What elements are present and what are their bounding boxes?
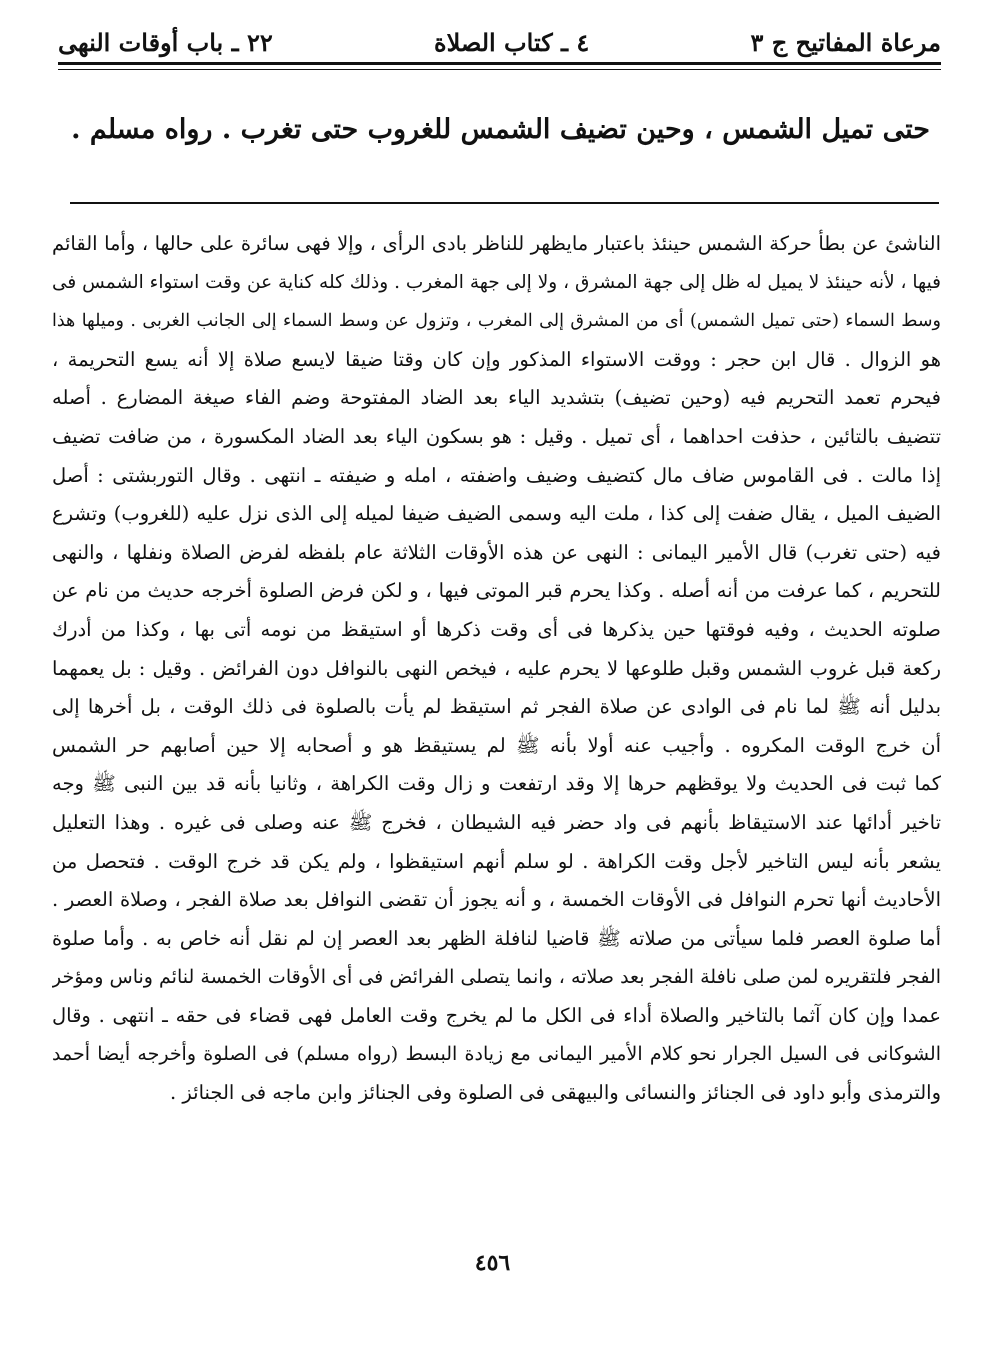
commentary-line: هو الزوال . قال ابن حجر : ووقت الاستواء المذكور وإن كان وقتا ضيقا لايسع صلاة إلا أنه يسع التحريمة ،	[52, 347, 941, 371]
header-rule-thick	[58, 62, 941, 65]
commentary-line: بدليل أنه ﷺ لما نام فى الوادى عن صلاة الفجر ثم استيقظ لم يأت بالصلوة فى ذلك الوقت ، بل أخرها إلى	[52, 695, 941, 719]
commentary-line: ركعة قبل غروب الشمس وقبل طلوعها لا يحرم عليه ، فيخص النهى بالنوافل دون الفرائض . وقيل : بل يعمهما	[52, 656, 941, 680]
header-section: ٢٢ ـ باب أوقات النهى	[58, 27, 273, 57]
commentary-line: فيحرم تعمد التحريم فيه (وحين تضيف) بتشديد الياء بعد الضاد المفتوحة وضم الفاء صيغة المضارع . أصله	[52, 386, 941, 410]
commentary-line: وسط السماء (حتى تميل الشمس) أى من المشرق إلى المغرب ، وتزول عن وسط السماء إلى الجانب الغربى . وميلها هذا	[52, 311, 941, 332]
commentary-body	[52, 225, 941, 1113]
commentary-line: الأحاديث أنها تحرم النوافل فى الأوقات الخمسة ، و أنه يجوز أن تقضى النوافل بعد صلاة الفجر ، وصلاة العصر .	[52, 888, 941, 912]
page-number: ٤٥٦	[474, 1250, 511, 1276]
running-header	[58, 22, 941, 62]
commentary-line: الضيف الميل ، يقال ضفت إلى كذا ، ملت اليه وسمى الضيف ضيفا لميله إلى الذى نزل عليه (للغروب) وتشرع	[52, 502, 941, 526]
commentary-line: الشوكانى فى السيل الجرار نحو كلام الأمير اليمانى مع زيادة البسط (رواه مسلم) فى الصلوة وأخرجه أيضا أحمد	[52, 1043, 941, 1066]
commentary-line: الفجر فلتقريره لمن صلى نافلة الفجر بعد صلاته ، وانما يتصلى الفرائض فى أى الأوقات الخمسة لنائم وناس ومؤخر	[52, 966, 941, 989]
commentary-line: فيه (حتى تغرب) قال الأمير اليمانى : النهى عن هذه الأوقات الثلاثة عام بلفظه لفرض الصلاة ونفلها ، والنهى	[52, 540, 941, 564]
commentary-line: صلوته الحديث ، وفيه فوقتها حين يذكرها فى أى وقت ذكرها أو استيقظ من نومه أتى بها ، وكذا من أدرك	[52, 617, 941, 641]
commentary-line: إذا مالت . فى القاموس ضاف مال كتضيف وضيف واضفته ، امله و ضيفته ـ انتهى . وقال التوربشتى : أصل	[52, 463, 941, 487]
section-divider	[70, 202, 939, 204]
header-rule-thin	[58, 69, 941, 70]
commentary-line: تتضيف بالتائين ، حذفت احداهما ، أى تميل . وقيل : هو بسكون الياء بعد الضاد المكسورة ، من ضافت تضيف	[52, 424, 941, 448]
commentary-line: أن خرج الوقت المكروه . وأجيب عنه أولا بأنه ﷺ لم يستيقظ هو و أصحابه إلا حين أصابهم حر الشمس	[52, 733, 941, 757]
commentary-line: تاخير أدائها عند الاستيقاظ بأنهم فى واد حضر فيه الشيطان ، فخرج ﷺ عنه وصلى فى غيره . وهذا التعليل	[52, 810, 941, 834]
header-book-title: مرعاة المفاتيح ج ٣	[750, 27, 941, 57]
commentary-line: فيها ، لأنه حينئذ لا يميل له ظل إلى جهة المشرق ، ولا إلى جهة المغرب . وذلك كله كناية عن وقت استواء الشمس فى	[52, 271, 941, 293]
header-chapter: ٤ ـ كتاب الصلاة	[434, 27, 590, 57]
commentary-line: والترمذى وأبو داود فى الجنائز والنسائى والبيهقى فى الصلوة وفى الجنائز وابن ماجه فى الجنائز .	[169, 1081, 941, 1105]
commentary-line: كما ثبت فى الحديث ولا يوقظهم حرها إلا وقد ارتفعت و زال وقت الكراهة ، وثانيا بأنه قد بين النبى ﷺ وجه	[52, 772, 941, 796]
commentary-line: عمدا وإن كان آثما بالتاخير والصلاة أداء فى الكل ما لم يخرج وقت العامل فهى قضاء فى حقه ـ انتهى . وقال	[52, 1003, 941, 1027]
commentary-line: يشعر بأنه ليس التاخير لأجل وقت الكراهة . لو سلم أنهم استيقظوا ، ولم يكن قد خرج الوقت . فتحصل من	[52, 849, 941, 873]
hadith-text: حتى تميل الشمس ، وحين تضيف الشمس للغروب حتى تغرب . رواه مسلم .	[71, 114, 930, 145]
commentary-line: للتحريم ، كما عرفت من أنه أصله . وكذا يحرم قبر الموتى فيها ، و لكن فرض الصلوة أخرجه حديث من نام عن	[52, 579, 941, 603]
commentary-line: أما صلوة العصر فلما سيأتى من صلاته ﷺ قاضيا لنافلة الظهر بعد العصر إن لم نقل أنه خاص به . وأما صلوة	[52, 926, 941, 950]
commentary-line: الناشئ عن بطأ حركة الشمس حينئذ باعتبار مايظهر للناظر بادى الرأى ، وإلا فهى سائرة على حالها ، وأما القائم	[52, 232, 941, 255]
